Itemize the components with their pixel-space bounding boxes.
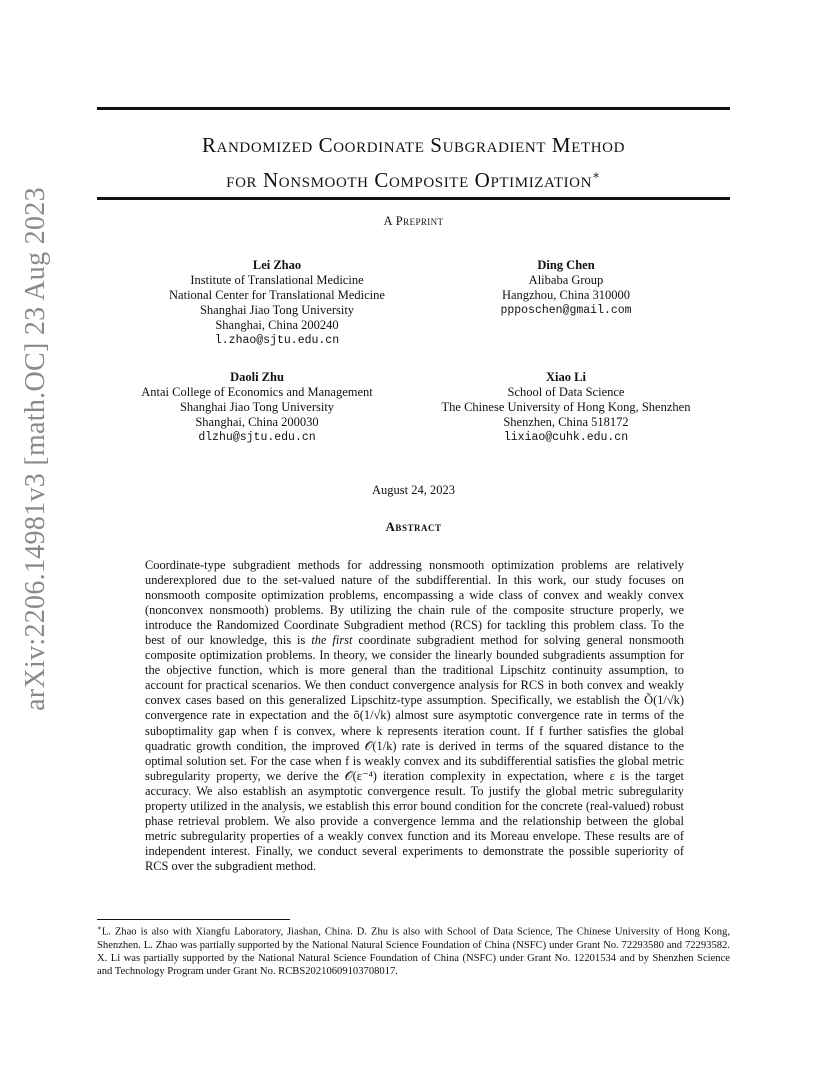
author-affiliation: Shenzhen, China 518172 <box>503 415 629 429</box>
author-email[interactable]: dlzhu@sjtu.edu.cn <box>198 431 316 444</box>
paper-title <box>97 130 730 195</box>
author-affiliation: Hangzhou, China 310000 <box>501 288 631 302</box>
title-line-1: Randomized Coordinate Subgradient Method <box>201 133 626 157</box>
abstract-text-part-2: coordinate subgradient method for solving general nonsmooth composite optimization problems. In theory, we consider the linearly bounded subgradients assumption for the objective function, which is more general than the traditional Lipschitz continuity assumption, to account for practical scenarios. We then conduct convergence analysis for RCS in both convex and weakly convex cases based on this generalized Lipschitz-type assumption. Specifically, we establish the Õ(1/√k) convergence rate in expectation and the õ(1/√k) almost sure asymptotic convergence rate in terms of the suboptimality gap when f is convex, where k represents iteration count. If f further satisfies the global quadratic growth condition, the improved 𝒪(1/k) rate is derived in terms of the squared distance to the optimal solution set. For the case when f is weakly convex and its subdifferential satisfies the global metric subregularity property, we derive the 𝒪(ε⁻⁴) iteration complexity in expectation, where ε is the target accuracy. We also establish an asymptotic convergence result. To justify the global metric subregularity property utilized in the analysis, we establish this error bound condition for the concrete (real-valued) robust phase retrieval problem. We also provide a convergence lemma and the relationship between the global metric subregularity properties of a weakly convex function and its Moreau envelope. These results are of independent interest. Finally, we conduct several experiments to demonstrate the possible superiority of RCS over the subgradient method. <box>145 633 684 873</box>
footnote-text: L. Zhao is also with Xiangfu Laboratory, Jiashan, China. D. Zhu is also with School of Data Science, The Chinese University of Hong Kong, Shenzhen. L. Zhao was partially supported by the National Natural Science Foundation of China (NSFC) under Grant No. 72293580 and 72293582. X. Li was partially supported by the National Natural Science Foundation of China (NSFC) under Grant No. 12201534 and by Shenzhen Science and Technology Program under Grant No. RCBS20210609103708017. <box>97 926 730 978</box>
paper-date: August 24, 2023 <box>372 483 455 497</box>
author-email[interactable]: lixiao@cuhk.edu.cn <box>503 431 629 444</box>
author-name: Daoli Zhu <box>230 370 284 384</box>
arxiv-identifier: arXiv:2206.14981v3 [math.OC] 23 Aug 2023 <box>20 187 51 711</box>
abstract-body <box>145 558 684 874</box>
title-bottom-rule <box>97 197 730 200</box>
abstract-heading: Abstract <box>385 519 442 534</box>
author-affiliation: National Center for Translational Medicine <box>169 288 385 302</box>
author-block-ding-chen <box>420 258 712 318</box>
title-footnote-marker: ∗ <box>592 168 601 182</box>
abstract-emphasis: the first <box>311 633 353 648</box>
author-block-daoli-zhu <box>97 370 417 445</box>
title-line-2: for Nonsmooth Composite Optimization <box>226 168 593 192</box>
footnote-rule <box>97 919 290 920</box>
author-email[interactable]: ppposchen@gmail.com <box>500 304 632 317</box>
author-block-xiao-li <box>410 370 722 445</box>
author-affiliation: The Chinese University of Hong Kong, Shenzhen <box>441 400 691 414</box>
author-affiliation: Antai College of Economics and Management <box>141 385 373 399</box>
abstract-text-part-1: Coordinate-type subgradient methods for addressing nonsmooth optimization problems are relatively underexplored due to the set-valued nature of the subdifferential. In this work, our study focuses on nonsmooth composite optimization problems, encompassing a wide class of convex and weakly convex (nonconvex nonsmooth) problems. By utilizing the chain rule of the composite structure properly, we introduce the Randomized Coordinate Subgradient method (RCS) for tackling this problem class. To the best of our knowledge, this is <box>145 558 684 648</box>
footnote-marker: ∗ <box>97 924 102 932</box>
author-affiliation: Shanghai Jiao Tong University <box>179 400 335 414</box>
author-affiliation: Shanghai Jiao Tong University <box>199 303 355 317</box>
top-rule <box>97 107 730 110</box>
author-block-lei-zhao <box>97 258 457 348</box>
author-affiliation: Alibaba Group <box>528 273 604 287</box>
author-affiliation: Shanghai, China 200240 <box>215 318 339 332</box>
author-name: Ding Chen <box>537 258 595 272</box>
author-name: Lei Zhao <box>252 258 302 272</box>
author-affiliation: Shanghai, China 200030 <box>195 415 319 429</box>
footnote <box>97 922 730 978</box>
preprint-label: A Preprint <box>383 214 444 228</box>
author-affiliation: Institute of Translational Medicine <box>190 273 364 287</box>
author-email[interactable]: l.zhao@sjtu.edu.cn <box>214 334 340 347</box>
author-name: Xiao Li <box>546 370 586 384</box>
author-affiliation: School of Data Science <box>507 385 625 399</box>
